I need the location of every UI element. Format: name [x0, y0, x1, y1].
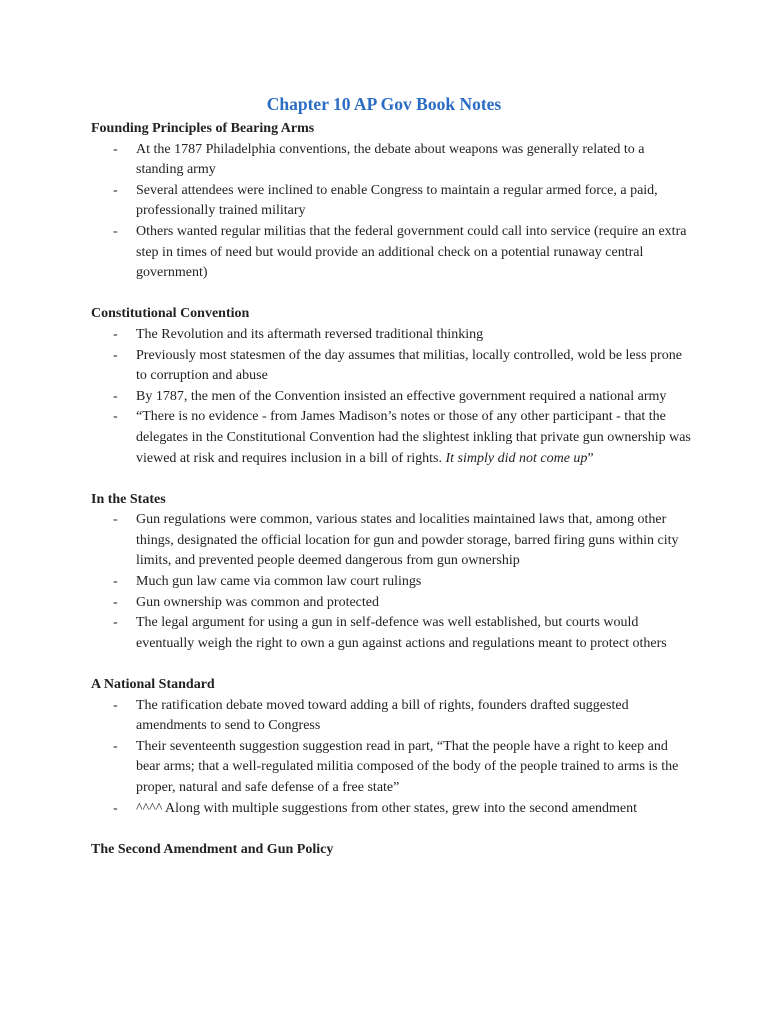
bullet-dash: -: [113, 326, 118, 342]
list-item-text: ^^^^ Along with multiple suggestions from other states, grew into the second amendment: [136, 800, 638, 816]
section-second-amendment: [91, 840, 691, 861]
list-item: [91, 407, 691, 469]
page-title: Chapter 10 AP Gov Book Notes: [266, 94, 502, 114]
list-item: [91, 346, 691, 387]
list-item: [91, 387, 691, 408]
bullet-dash: -: [113, 594, 118, 610]
list-item-text: Previously most statesmen of the day assumes that militias, locally controlled, wold be less prone to corruption and abuse: [136, 347, 682, 384]
list-item-text: By 1787, the men of the Convention insisted an effective government required a national army: [136, 388, 667, 404]
section-constitutional-convention: [91, 304, 691, 469]
list-item: [91, 222, 691, 284]
list-item: [91, 181, 691, 222]
list-item: [91, 696, 691, 737]
list-item-text: The ratification debate moved toward adding a bill of rights, founders drafted suggested amendments to send to Congress: [136, 697, 629, 734]
section-founding-principles: [91, 119, 691, 284]
list-item-text: Their seventeenth suggestion suggestion read in part, “That the people have a right to keep and bear arms; that a well-regulated militia composed of the body of the people trained to arms is the proper, natural and safe defense of a free state”: [136, 738, 679, 795]
bullet-dash: -: [113, 347, 118, 363]
list-item-text: The legal argument for using a gun in self-defence was well established, but courts would eventually weigh the right to own a gun against actions and regulations meant to protect others: [136, 615, 667, 651]
list-item: [91, 613, 691, 654]
bullet-dash: -: [113, 182, 118, 198]
bullet-dash: -: [113, 574, 118, 590]
quote-italic-text: It simply did not come up: [445, 450, 588, 466]
list-item: [91, 572, 691, 593]
bullet-dash: -: [113, 615, 118, 631]
bullet-dash: -: [113, 697, 118, 713]
section-heading: A National Standard: [91, 677, 215, 693]
list-item: [91, 325, 691, 346]
list-item-text: The Revolution and its aftermath reversed traditional thinking: [136, 326, 484, 342]
bullet-dash: -: [113, 738, 118, 754]
list-item: [91, 140, 691, 181]
list-item-text: Others wanted regular militias that the federal government could call into service (require an extra step in times of need but would provide an additional check on a potential runaway central government): [136, 223, 687, 281]
document-body: [91, 119, 691, 881]
list-item: [91, 799, 691, 820]
list-item-text: Several attendees were inclined to enable Congress to maintain a regular armed force, a paid, professionally trained military: [136, 182, 658, 219]
list-item: [91, 510, 691, 572]
bullet-list: [91, 696, 691, 820]
list-item: [91, 737, 691, 799]
list-item-text: Gun regulations were common, various states and localities maintained laws that, among other things, designated the official location for gun and powder storage, barred firing guns within city limits, and prevented people deemed dangerous from gun ownership: [136, 512, 679, 569]
quote-close-mark: ”: [587, 450, 594, 466]
bullet-dash: -: [113, 409, 118, 425]
section-heading: Constitutional Convention: [91, 306, 250, 322]
section-heading: Founding Principles of Bearing Arms: [91, 121, 315, 136]
section-heading: In the States: [91, 491, 166, 507]
section-heading: The Second Amendment and Gun Policy: [91, 841, 334, 857]
list-item-text: At the 1787 Philadelphia conventions, the debate about weapons was generally related to a standing army: [136, 141, 645, 178]
bullet-list: [91, 325, 691, 469]
bullet-dash: -: [113, 141, 118, 157]
list-item-text: Much gun law came via common law court rulings: [136, 574, 422, 590]
section-in-the-states: [91, 490, 691, 655]
bullet-list: [91, 510, 691, 654]
list-item-text: “There is no evidence - from James Madison’s notes or those of any other participant - that the delegates in the Constitutional Convention had the slightest inkling that private gun ownership was viewed at risk and requires inclusion in a bill of rights.: [136, 409, 691, 466]
list-item: [91, 593, 691, 614]
list-item-text: Gun ownership was common and protected: [136, 594, 379, 610]
bullet-list: [91, 140, 691, 284]
bullet-dash: -: [113, 800, 118, 816]
bullet-dash: -: [113, 512, 118, 528]
section-national-standard: [91, 675, 691, 819]
bullet-dash: -: [113, 223, 118, 239]
bullet-dash: -: [113, 388, 118, 404]
